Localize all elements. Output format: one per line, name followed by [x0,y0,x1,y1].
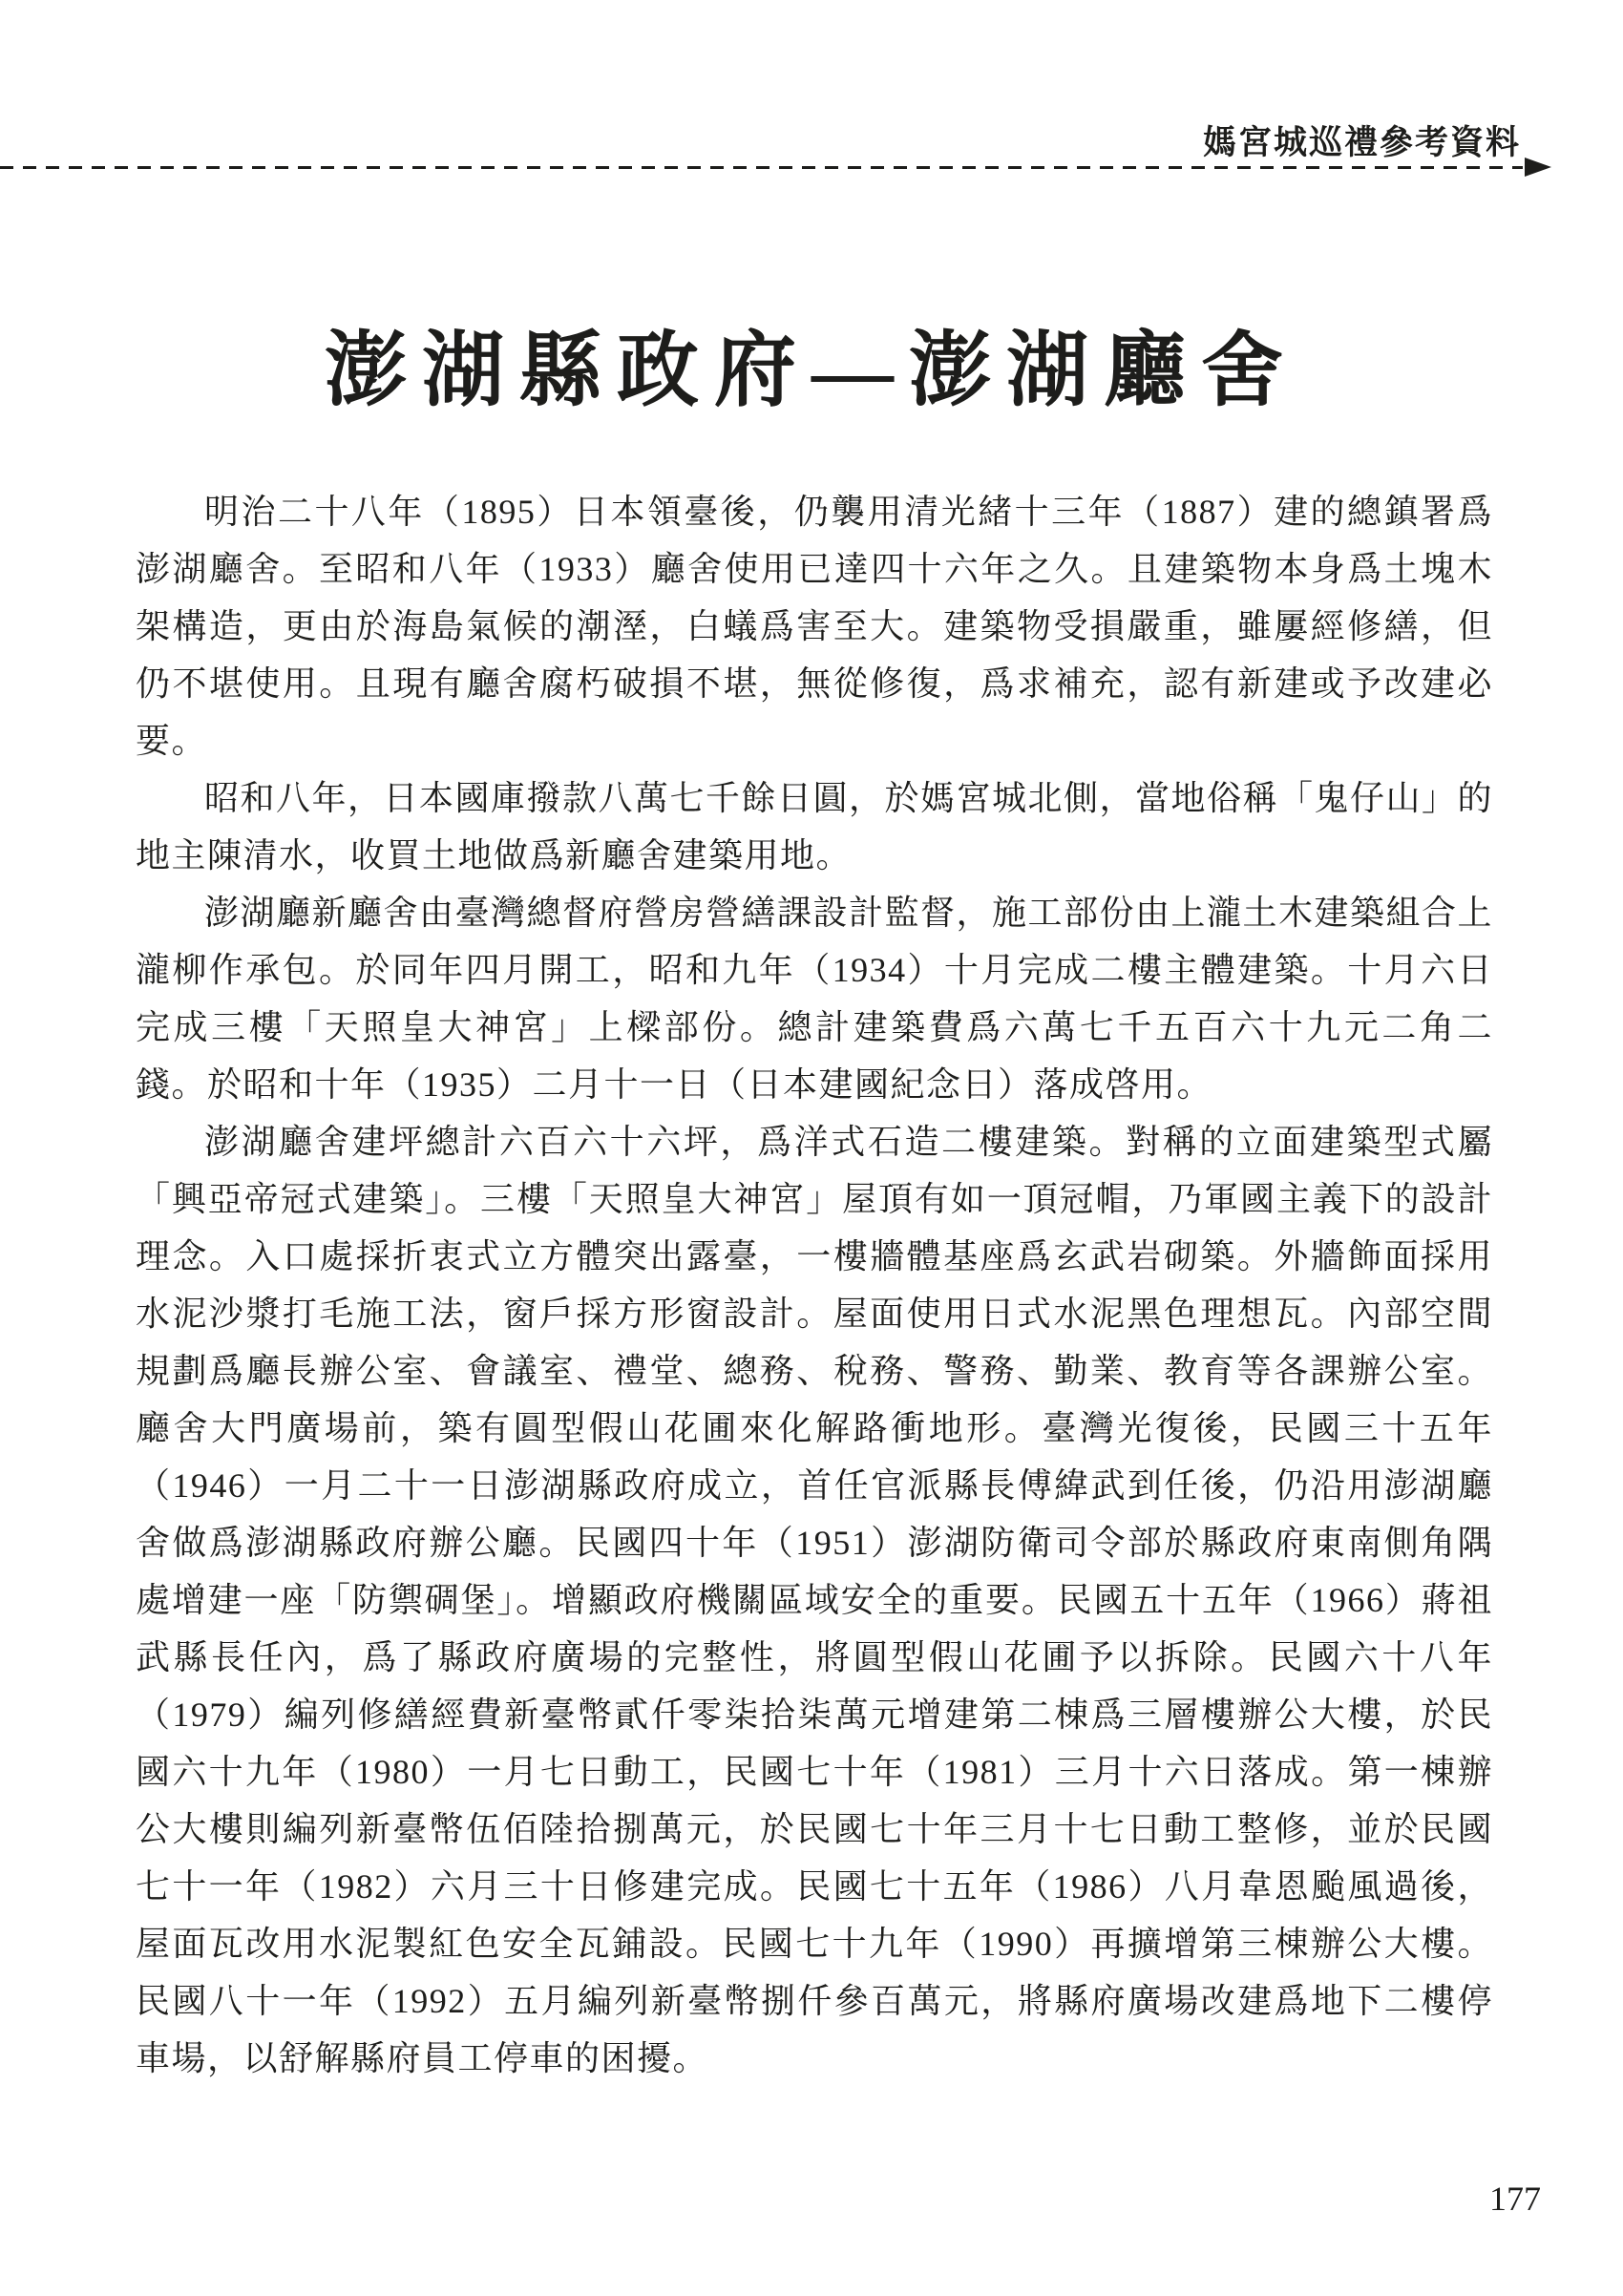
page-title: 澎湖縣政府—澎湖廳舍 [325,325,1298,416]
arrow-right-icon [1525,158,1551,177]
page-number: 177 [1489,2180,1541,2218]
article-body [136,483,1493,2087]
header-rule [0,158,1551,177]
paragraph-2: 昭和八年，日本國庫撥款八萬七千餘日圓，於媽宮城北側，當地俗稱「鬼仔山」的地主陳清水，收買土地做爲新廳舍建築用地。 [136,779,1494,874]
running-header-title: 媽宮城巡禮參考資料 [1202,124,1521,161]
paragraph-1: 明治二十八年（1895）日本領臺後，仍襲用清光緒十三年（1887）建的總鎮署爲澎湖廳舍。至昭和八年（1933）廳舍使用已達四十六年之久。且建築物本身爲土塊木架構造，更由於海島氣候的潮溼，白蟻爲害至大。建築物受損嚴重，雖屢經修繕，但仍不堪使用。且現有廳舍腐朽破損不堪，無從修復，爲求補充，認有新建或予改建必要。 [136,493,1493,760]
paragraph-4: 澎湖廳舍建坪總計六百六十六坪，爲洋式石造二樓建築。對稱的立面建築型式屬「興亞帝冠式建築」。三樓「天照皇大神宮」屋頂有如一頂冠帽，乃軍國主義下的設計理念。入口處採折衷式立方體突出露臺，一樓牆體基座爲玄武岩砌築。外牆飾面採用水泥沙漿打毛施工法，窗戶採方形窗設計。屋面使用日式水泥黑色理想瓦。內部空間規劃爲廳長辦公室、會議室、禮堂、總務、稅務、警務、勤業、教育等各課辦公室。廳舍大門廣場前，築有圓型假山花圃來化解路衝地形。臺灣光復後，民國三十五年（1946）一月二十一日澎湖縣政府成立，首任官派縣長傅緯武到任後，仍沿用澎湖廳舍做爲澎湖縣政府辦公廳。民國四十年（1951）澎湖防衛司令部於縣政府東南側角隅處增建一座「防禦碉堡」。增顯政府機關區域安全的重要。民國五十五年（1966）蔣祖武縣長任內，爲了縣政府廣場的完整性，將圓型假山花圃予以拆除。民國六十八年（1979）編列修繕經費新臺幣貳仟零柒拾柒萬元增建第二棟爲三層樓辦公大樓，於民國六十九年（1980）一月七日動工，民國七十年（1981）三月十六日落成。第一棟辦公大樓則編列新臺幣伍佰陸拾捌萬元，於民國七十年三月十七日動工整修，並於民國七十一年（1982）六月三十日修建完成。民國七十五年（1986）八月韋恩颱風過後，屋面瓦改用水泥製紅色安全瓦鋪設。民國七十九年（1990）再擴增第三棟辦公大樓。民國八十一年（1992）五月編列新臺幣捌仟參百萬元，將縣府廣場改建爲地下二樓停車場，以舒解縣府員工停車的困擾。 [136,1123,1493,2077]
paragraph-3: 澎湖廳新廳舍由臺灣總督府營房營繕課設計監督，施工部份由上瀧土木建築組合上瀧柳作承包。於同年四月開工，昭和九年（1934）十月完成二樓主體建築。十月六日完成三樓「天照皇大神宮」上樑部份。總計建築費爲六萬七千五百六十九元二角二錢。於昭和十年（1935）二月十一日（日本建國紀念日）落成啓用。 [136,894,1494,1104]
dashed-line [0,166,1523,169]
